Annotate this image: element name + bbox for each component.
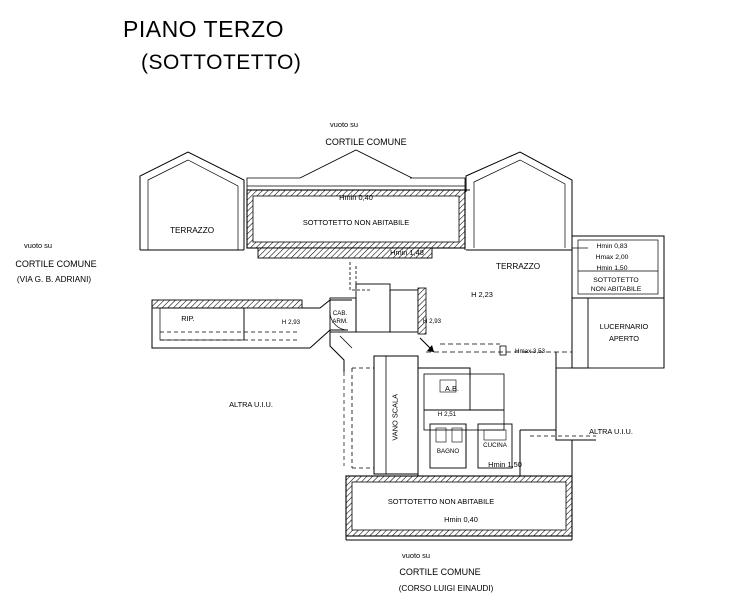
label-left-void-1: vuoto su (24, 241, 52, 250)
label-bottom-void-1: vuoto su (402, 551, 430, 560)
label-hmin-040-top: Hmin 0,40 (339, 193, 373, 202)
label-sottotetto-bottom: SOTTOTETTO NON ABITABILE (387, 497, 495, 506)
label-h223: H 2,23 (471, 290, 493, 299)
label-h293-left: H 2,93 (281, 319, 301, 326)
label-left-void-3: (VIA G. B. ADRIANI) (16, 275, 92, 284)
page-subtitle: (SOTTOTETTO) (141, 51, 302, 74)
label-hmin-040-bottom: Hmin 0,40 (444, 515, 478, 524)
label-ab: A.B. (445, 384, 459, 393)
label-altra-uiu-right: ALTRA U.I.U. (589, 427, 633, 436)
label-hmin-083: Hmin 0,83 (596, 243, 628, 250)
page-title: PIANO TERZO (123, 16, 284, 42)
label-h293-right: H 2,93 (422, 318, 442, 325)
label-hmin-150-bottom: Hmin 1,50 (488, 460, 522, 469)
label-vano-scala: VANO SCALA (390, 393, 400, 441)
label-cab-2: ARM. (332, 318, 348, 325)
label-h251: H 2,51 (437, 411, 457, 418)
label-hmin-150-right: Hmin 1,50 (596, 265, 628, 272)
label-cucina: CUCINA (483, 442, 507, 449)
label-hmax-200: Hmax 2,00 (595, 254, 629, 261)
label-rip: RIP. (181, 314, 195, 323)
label-cab-1: CAB. (332, 310, 348, 317)
label-hmin-148: Hmin 1,48 (390, 248, 424, 257)
label-sottotetto-top: SOTTOTETTO NON ABITABILE (302, 218, 410, 227)
label-left-void-2: CORTILE COMUNE (15, 259, 97, 269)
label-bagno: BAGNO (436, 448, 460, 455)
label-sottotetto-right-2: NON ABITABILE (590, 286, 642, 293)
label-top-void-1: vuoto su (330, 120, 358, 129)
label-bottom-void-3: (CORSO LUIGI EINAUDI) (398, 584, 494, 593)
label-top-void-2: CORTILE COMUNE (325, 137, 407, 147)
label-terrazzo-right: TERRAZZO (495, 262, 541, 271)
label-bottom-void-2: CORTILE COMUNE (399, 567, 481, 577)
label-hmax-353: Hmax 3,53 (515, 348, 545, 355)
label-lucernario-2: APERTO (608, 334, 640, 343)
label-terrazzo-left: TERRAZZO (169, 226, 215, 235)
label-sottotetto-right-1: SOTTOTETTO (593, 277, 639, 284)
label-lucernario-1: LUCERNARIO (599, 322, 649, 331)
label-altra-uiu-left: ALTRA U.I.U. (229, 400, 273, 409)
